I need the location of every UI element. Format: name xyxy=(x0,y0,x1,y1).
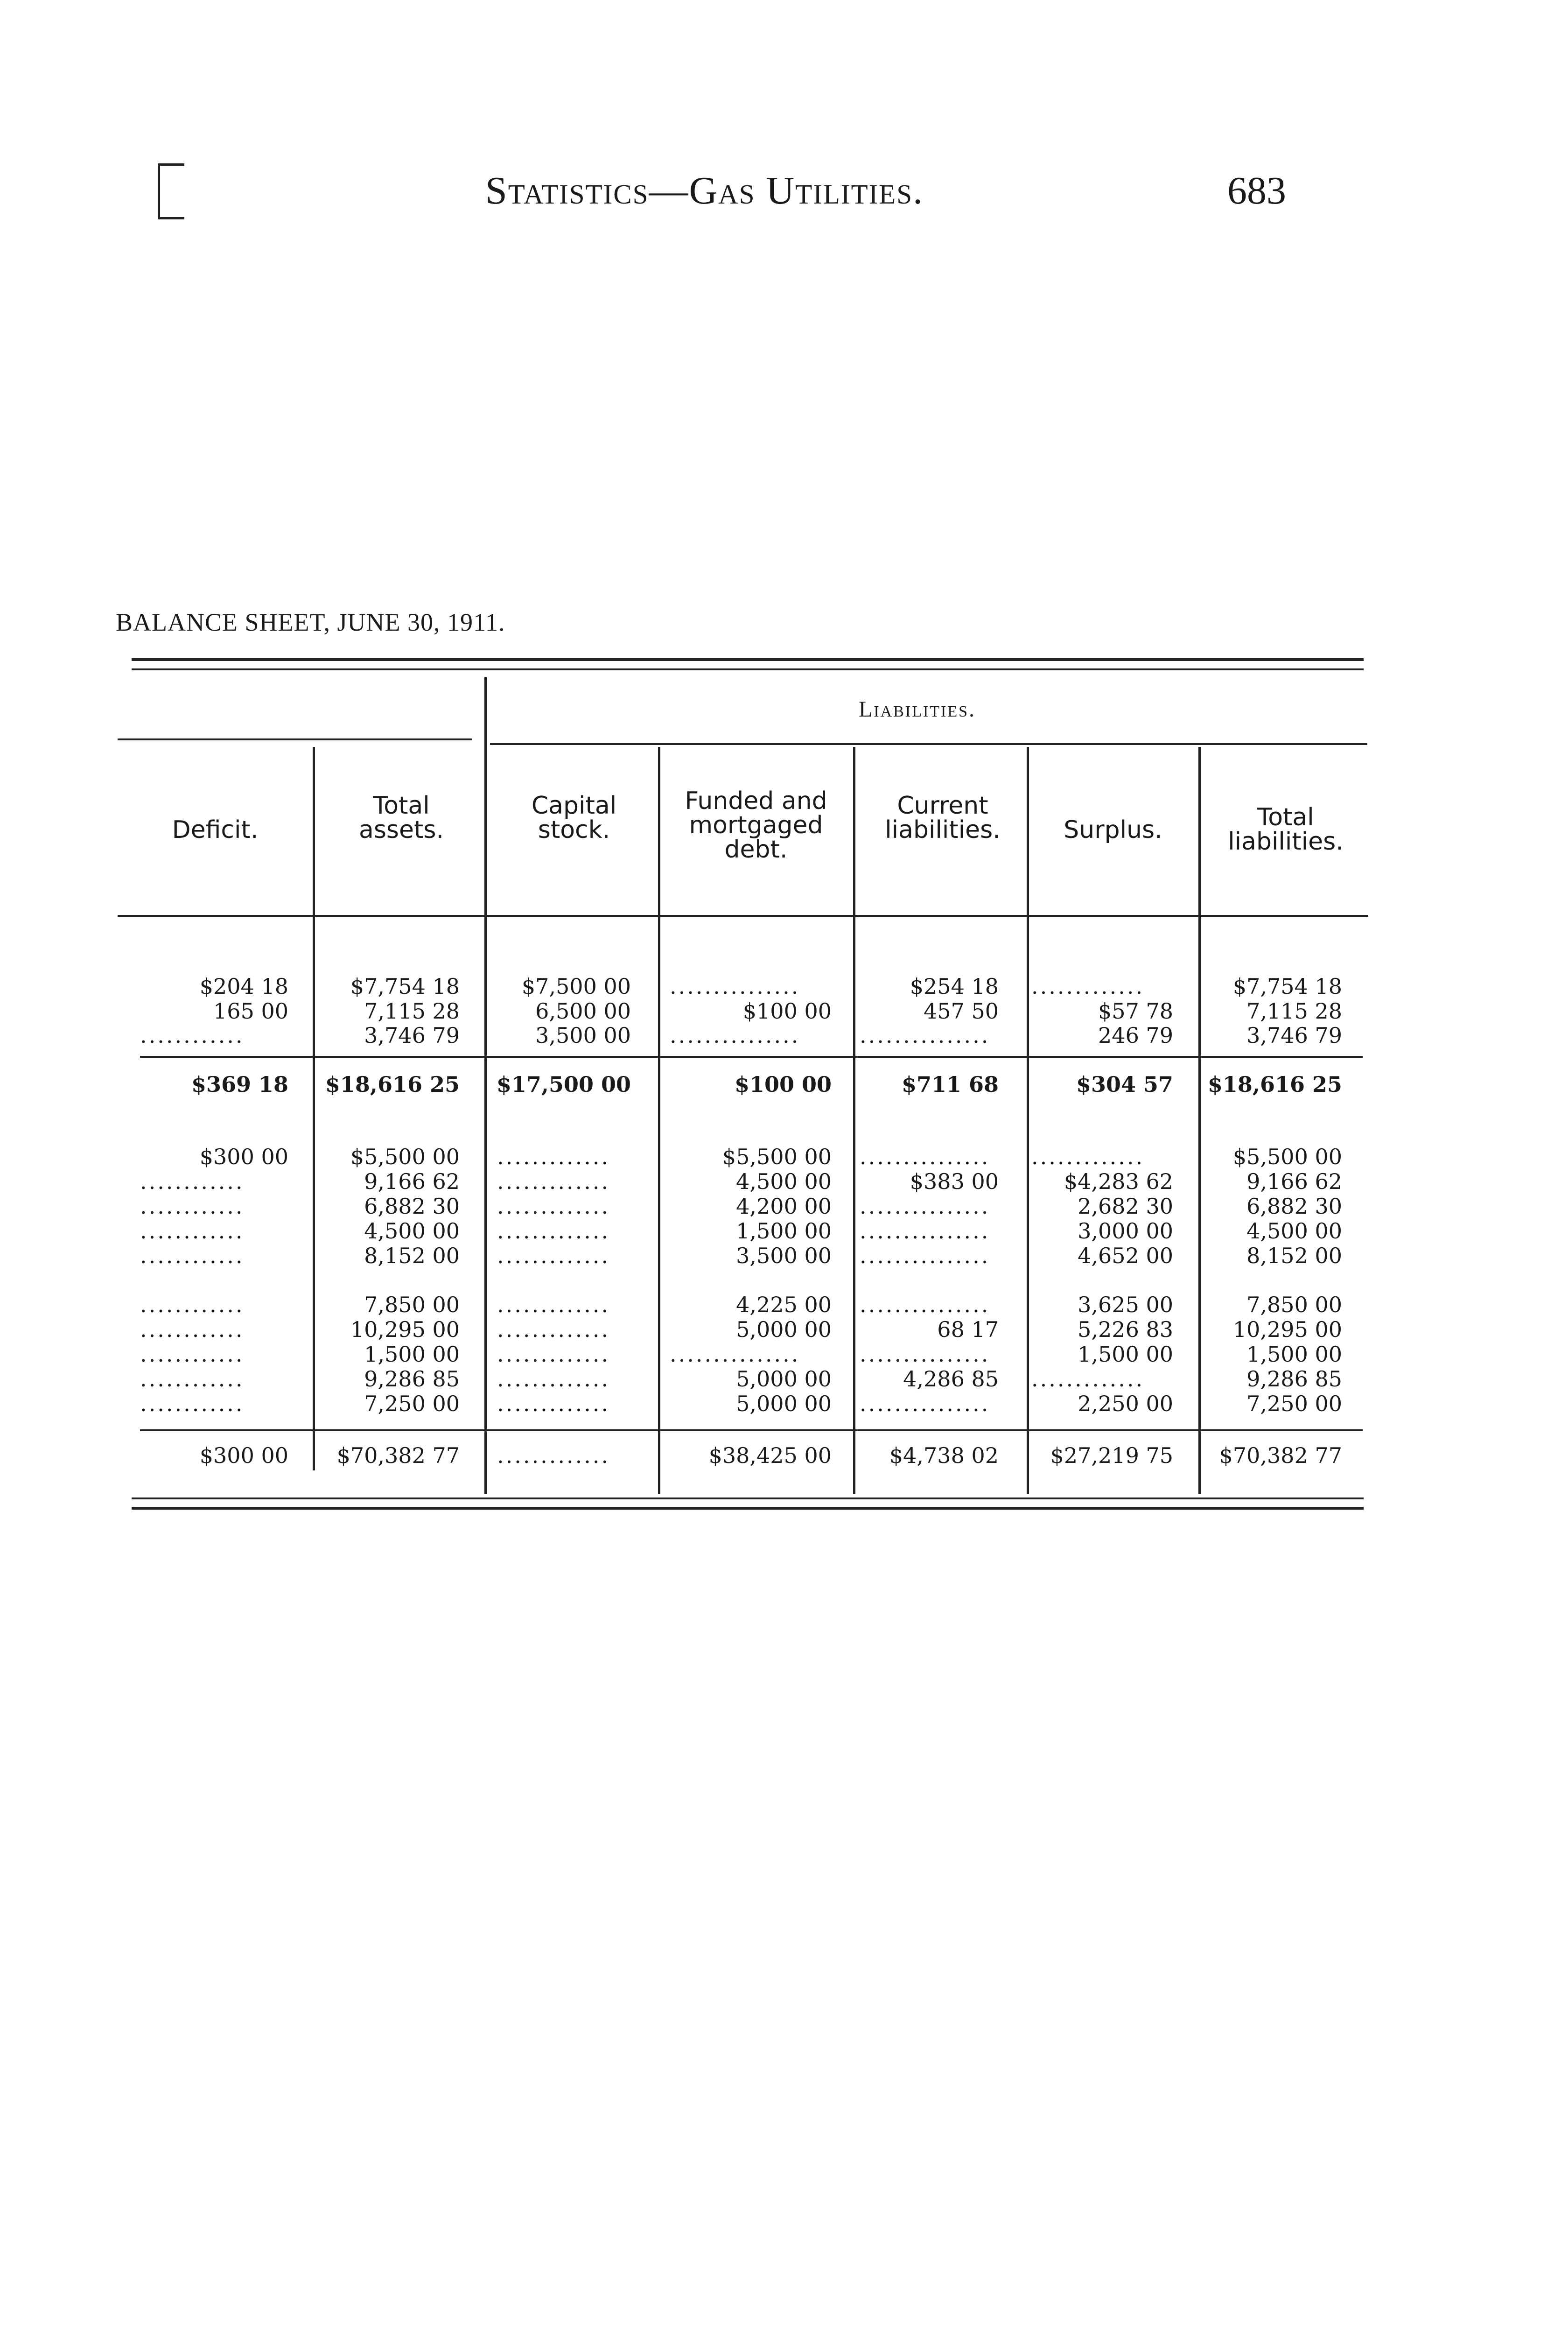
table-cell: 1,500 00 xyxy=(364,1342,460,1367)
table-cell: 3,000 00 xyxy=(1078,1218,1173,1244)
table-cell: 7,250 00 xyxy=(1246,1391,1342,1416)
table-cell: ............. xyxy=(497,1194,610,1219)
table-cell: ............... xyxy=(860,1243,990,1268)
table-title: BALANCE SHEET, JUNE 30, 1911. xyxy=(116,608,505,636)
table-cell: ............ xyxy=(140,1317,245,1342)
table-cell: ............ xyxy=(140,1243,245,1268)
table-cell: ............ xyxy=(140,1194,245,1219)
running-title: Statistics—Gas Utilities. xyxy=(485,169,924,212)
table-cell: ............... xyxy=(670,974,800,999)
table-cell: 3,746 79 xyxy=(364,1023,460,1048)
table-cell: ............ xyxy=(140,1366,245,1392)
table-cell: 4,500 00 xyxy=(1246,1218,1342,1244)
table-cell: 7,250 00 xyxy=(364,1391,460,1416)
table-cell: 5,000 00 xyxy=(736,1391,832,1416)
table-cell: ............. xyxy=(497,1391,610,1416)
table-cell: ............... xyxy=(670,1342,800,1367)
margin-bracket xyxy=(158,163,184,219)
running-head xyxy=(0,163,1568,210)
table-cell: ............. xyxy=(497,1218,610,1244)
table-cell: $4,283 62 xyxy=(1064,1169,1173,1194)
table-cell: 9,286 85 xyxy=(364,1366,460,1392)
table-cell: $57 78 xyxy=(1098,998,1173,1024)
top-rule-1 xyxy=(132,658,1364,661)
bottom-rule-1 xyxy=(132,1497,1364,1499)
table-cell: 6,500 00 xyxy=(535,998,631,1024)
table-cell: 8,152 00 xyxy=(1246,1243,1342,1268)
table-cell: 1,500 00 xyxy=(1246,1342,1342,1367)
table-cell: 7,850 00 xyxy=(364,1292,460,1317)
table-cell: 9,166 62 xyxy=(1246,1169,1342,1194)
table-cell: ............ xyxy=(140,1342,245,1367)
table-cell: $7,754 18 xyxy=(350,974,460,999)
table-cell: 3,500 00 xyxy=(535,1023,631,1048)
header-surplus: Surplus. xyxy=(1064,816,1162,844)
table-cell: 6,882 30 xyxy=(1246,1194,1342,1219)
table-cell: 2,250 00 xyxy=(1078,1391,1173,1416)
table-cell: $369 18 xyxy=(191,1072,288,1097)
header-bottom-rule xyxy=(118,915,1368,917)
top-rule-2 xyxy=(132,668,1364,670)
table-cell: 4,200 00 xyxy=(736,1194,832,1219)
table-cell: $27,219 75 xyxy=(1050,1443,1173,1468)
table-cell: 4,286 85 xyxy=(903,1366,999,1392)
table-cell: ............. xyxy=(497,1144,610,1169)
table-cell: $711 68 xyxy=(901,1072,999,1097)
column-divider xyxy=(1027,747,1029,1494)
table-cell: $4,738 02 xyxy=(889,1443,999,1468)
subtotal-rule-1 xyxy=(140,1056,1363,1058)
table-cell: 3,625 00 xyxy=(1078,1292,1173,1317)
table-cell: 9,286 85 xyxy=(1246,1366,1342,1392)
header-deficit: Deficit. xyxy=(172,816,259,844)
table-cell: 68 17 xyxy=(937,1317,999,1342)
table-cell: ............. xyxy=(497,1342,610,1367)
table-cell: $38,425 00 xyxy=(708,1443,832,1468)
table-cell: $300 00 xyxy=(199,1443,288,1468)
bottom-rule-2 xyxy=(132,1507,1364,1510)
header-total-liabilities: Total liabilities. xyxy=(1228,803,1344,856)
liabilities-group-header: Liabilities. xyxy=(859,697,976,722)
table-cell: 4,225 00 xyxy=(736,1292,832,1317)
table-cell: ............... xyxy=(860,1391,990,1416)
table-cell: $204 18 xyxy=(199,974,288,999)
table-cell: ............... xyxy=(860,1023,990,1048)
header-current-liabilities: Current liabilities. xyxy=(885,792,1001,844)
table-cell: 10,295 00 xyxy=(1232,1317,1342,1342)
table-cell: $17,500 00 xyxy=(496,1072,631,1097)
table-cell: $254 18 xyxy=(910,974,999,999)
left-header-rule xyxy=(118,738,472,740)
table-cell: ............ xyxy=(140,1169,245,1194)
table-cell: 5,000 00 xyxy=(736,1366,832,1392)
table-cell: 7,115 28 xyxy=(1246,998,1342,1024)
table-cell: $304 57 xyxy=(1076,1072,1173,1097)
table-cell: 4,500 00 xyxy=(364,1218,460,1244)
table-cell: ............... xyxy=(670,1023,800,1048)
table-cell: ............. xyxy=(497,1443,610,1468)
page-number: 683 xyxy=(1227,169,1286,212)
table-cell: 246 79 xyxy=(1098,1023,1173,1048)
subtotal-rule-2 xyxy=(140,1429,1363,1431)
table-cell: ............. xyxy=(497,1366,610,1392)
table-cell: $18,616 25 xyxy=(1207,1072,1342,1097)
table-cell: 3,746 79 xyxy=(1246,1023,1342,1048)
table-cell: ............ xyxy=(140,1391,245,1416)
table-cell: $300 00 xyxy=(199,1144,288,1169)
table-cell: $5,500 00 xyxy=(722,1144,832,1169)
table-cell: ............... xyxy=(860,1218,990,1244)
table-cell: ............... xyxy=(860,1144,990,1169)
table-cell: 7,850 00 xyxy=(1246,1292,1342,1317)
table-cell: 3,500 00 xyxy=(736,1243,832,1268)
table-cell: $70,382 77 xyxy=(1219,1443,1342,1468)
table-cell: 6,882 30 xyxy=(364,1194,460,1219)
table-cell: 1,500 00 xyxy=(736,1218,832,1244)
table-cell: $7,754 18 xyxy=(1232,974,1342,999)
table-cell: 5,000 00 xyxy=(736,1317,832,1342)
table-cell: ............... xyxy=(860,1292,990,1317)
table-cell: $70,382 77 xyxy=(336,1443,460,1468)
table-cell: 1,500 00 xyxy=(1078,1342,1173,1367)
table-cell: 457 50 xyxy=(924,998,999,1024)
table-cell: ............. xyxy=(1031,1366,1145,1392)
table-cell: 9,166 62 xyxy=(364,1169,460,1194)
table-cell: ............. xyxy=(1031,974,1145,999)
table-cell: 5,226 83 xyxy=(1078,1317,1173,1342)
table-cell: $100 00 xyxy=(742,998,832,1024)
header-funded-debt: Funded and mortgaged debt. xyxy=(685,787,827,864)
table-cell: $5,500 00 xyxy=(1232,1144,1342,1169)
table-cell: ............... xyxy=(860,1342,990,1367)
table-cell: 165 00 xyxy=(213,998,288,1024)
table-cell: $100 00 xyxy=(734,1072,832,1097)
table-cell: $5,500 00 xyxy=(350,1144,460,1169)
table-cell: $383 00 xyxy=(910,1169,999,1194)
liabilities-rule xyxy=(490,743,1367,745)
table-cell: ............. xyxy=(497,1243,610,1268)
table-cell: 4,652 00 xyxy=(1078,1243,1173,1268)
table-cell: $7,500 00 xyxy=(521,974,631,999)
table-cell: ............ xyxy=(140,1023,245,1048)
table-cell: 10,295 00 xyxy=(350,1317,460,1342)
table-cell: ............. xyxy=(497,1292,610,1317)
table-cell: ............. xyxy=(1031,1144,1145,1169)
table-cell: 2,682 30 xyxy=(1078,1194,1173,1219)
table-cell: ............ xyxy=(140,1292,245,1317)
header-capital-stock: Capital stock. xyxy=(531,792,617,844)
table-cell: ............ xyxy=(140,1218,245,1244)
header-total-assets: Total assets. xyxy=(358,792,444,844)
table-cell: 8,152 00 xyxy=(364,1243,460,1268)
table-cell: ............... xyxy=(860,1194,990,1219)
table-cell: $18,616 25 xyxy=(325,1072,460,1097)
table-cell: 7,115 28 xyxy=(364,998,460,1024)
table-cell: 4,500 00 xyxy=(736,1169,832,1194)
table-cell: ............. xyxy=(497,1169,610,1194)
table-cell: ............. xyxy=(497,1317,610,1342)
